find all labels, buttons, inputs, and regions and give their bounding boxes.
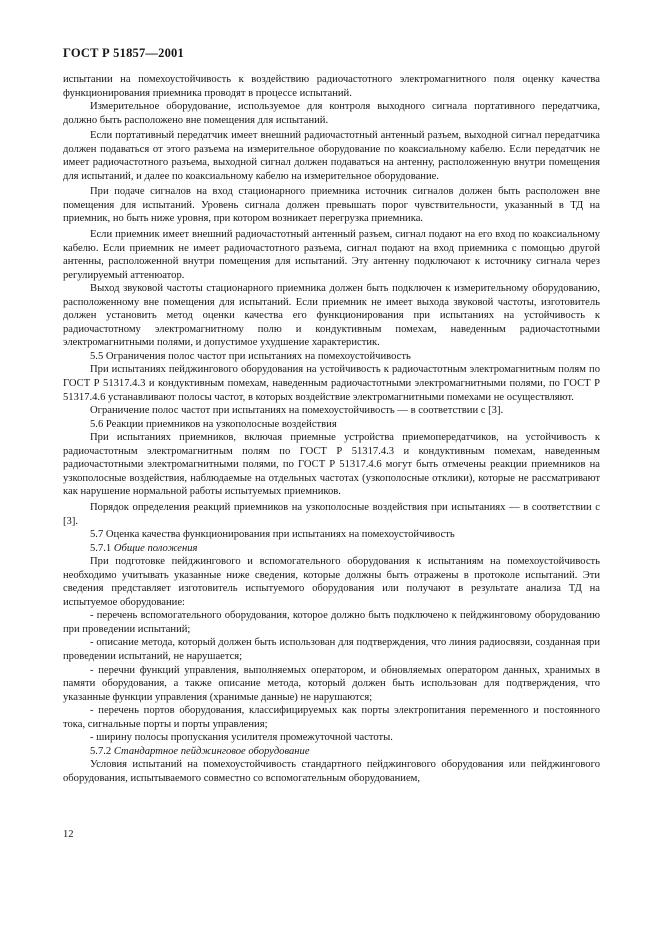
list-item: - перечень портов оборудования, классифицируемых как порты электропитания переменного и постоянного тока, сигнальные порты и порты управления; bbox=[63, 705, 600, 730]
paragraph: При подаче сигналов на вход стационарного приемника источник сигналов должен быть расположен вне помещения для испытаний. Уровень сигнала должен превышать порог чувствительности, указанный в ТД на приемник, но быть ниже уровня, при котором возникает перегрузка приемника. bbox=[63, 186, 600, 225]
paragraph: Условия испытаний на помехоустойчивость стандартного пейджингового оборудования или пейджингового оборудования, испытываемого совместно со вспомогательным оборудованием, bbox=[63, 759, 600, 784]
section-heading-5-6: 5.6 Реакции приемников на узкополосные воздействия bbox=[90, 418, 337, 430]
subsection-title: Общие положения bbox=[113, 542, 198, 554]
list-item: - описание метода, который должен быть использован для подтверждения, что линия радиосвязи, созданная при проведении испытаний, не нарушается; bbox=[63, 637, 600, 662]
subsection-number: 5.7.1 bbox=[90, 542, 112, 554]
paragraph: Ограничение полос частот при испытаниях на помехоустойчивость — в соответствии с [3]. bbox=[90, 405, 504, 417]
paragraph: Если приемник имеет внешний радиочастотный антенный разъем, сигнал подают на его вход по коаксиальному кабелю. Если приемник не имеет радиочастотного разъема, сигнал подают на вход приемника с помощью другой антенны, расположенной внутри помещения для испытаний. Эту антенну подключают к источнику сигнала через регулируемый аттенюатор. bbox=[63, 229, 600, 281]
subsection-heading-5-7-2 bbox=[63, 745, 600, 759]
list-item: - ширину полосы пропускания усилителя промежуточной частоты. bbox=[90, 732, 393, 744]
subsection-heading-5-7-1 bbox=[63, 542, 600, 556]
list-item: - перечень вспомогательного оборудования, которое должно быть подключено к пейджинговому оборудованию при проведении испытаний; bbox=[63, 610, 600, 635]
paragraph: При подготовке пейджингового и вспомогательного оборудования к испытаниям на помехоустойчивость необходимо учитывать указанные ниже сведения, которые должны быть отражены в протоколе испытаний. Эти сведения представляет изготовитель испытуемого оборудования или получают в результате анализа ТД на испытуемое оборудование: bbox=[63, 556, 600, 608]
paragraph: При испытаниях пейджингового оборудования на устойчивость к радиочастотным электромагнитным полям по ГОСТ Р 51317.4.3 и кондуктивным помехам, наведенным радиочастотными электромагнитными полями, по ГОСТ Р 51317.4.6 устанавливают полосы частот, в которых воздействие электромагнитными помехами не осуществляют. bbox=[63, 364, 600, 403]
section-heading-5-5: 5.5 Ограничения полос частот при испытаниях на помехоустойчивость bbox=[90, 350, 411, 362]
paragraph: Измерительное оборудование, используемое для контроля выходного сигнала портативного передатчика, должно быть расположено вне помещения для испытаний. bbox=[63, 101, 600, 126]
subsection-title: Стандартное пейджинговое оборудование bbox=[113, 745, 310, 757]
paragraph: Порядок определения реакций приемников на узкополосные воздействия при испытаниях — в соответствии с [3]. bbox=[63, 501, 600, 527]
paragraph: Выход звуковой частоты стационарного приемника должен быть подключен к измерительному оборудованию, расположенному вне помещения для испытаний. Если приемник не имеет выхода звуковой частоты, изготовитель должен установить метод оценки качества его функционирования при испытаниях на устойчивость к радиочастотному электромагнитному полю и кондуктивным помехам, наведенным радиочастотными электромагнитными полями, и допустимое ухудшение характеристик. bbox=[63, 283, 600, 349]
page-number: 12 bbox=[63, 829, 74, 840]
paragraph: При испытаниях приемников, включая приемные устройства приемопередатчиков, на устойчивость к радиочастотным электромагнитным полям по ГОСТ Р 51317.4.3 и кондуктивным помехам, наведенным радиочастотными электромагнитными полями, по ГОСТ Р 51317.4.6 могут быть отмечены реакции приемников на узкополосные воздействия, наблюдаемые на отдельных частотах (узкополосные отклики), которые не рассматривают как нарушение нормальной работы испытуемых приемников. bbox=[63, 432, 600, 498]
subsection-number: 5.7.2 bbox=[90, 745, 112, 757]
paragraph: испытании на помехоустойчивость к воздействию радиочастотного электромагнитного поля оценку качества функционирования приемника проводят в процессе испытаний. bbox=[63, 74, 600, 99]
document-body bbox=[63, 73, 600, 785]
paragraph: Если портативный передатчик имеет внешний радиочастотный антенный разъем, выходной сигнал передатчика должен подаваться от этого разъема на измерительное оборудование по коаксиальному кабелю. Если передатчик не имеет радиочастотного разъема, выходной сигнал должен подаваться на антенну, расположенную внутри помещения для испытаний, и далее по коаксиальному кабелю на измерительное оборудование. bbox=[63, 130, 600, 182]
page-header-title: ГОСТ Р 51857—2001 bbox=[63, 46, 184, 60]
list-item: - перечни функций управления, выполняемых оператором, и обновляемых оператором данных, хранимых в памяти оборудования, а также описание метода, который должен быть использован для подтверждения, что указанные функции управления (хранимые данные) не нарушаются; bbox=[63, 664, 600, 703]
section-heading-5-7: 5.7 Оценка качества функционирования при испытаниях на помехоустойчивость bbox=[90, 529, 455, 541]
